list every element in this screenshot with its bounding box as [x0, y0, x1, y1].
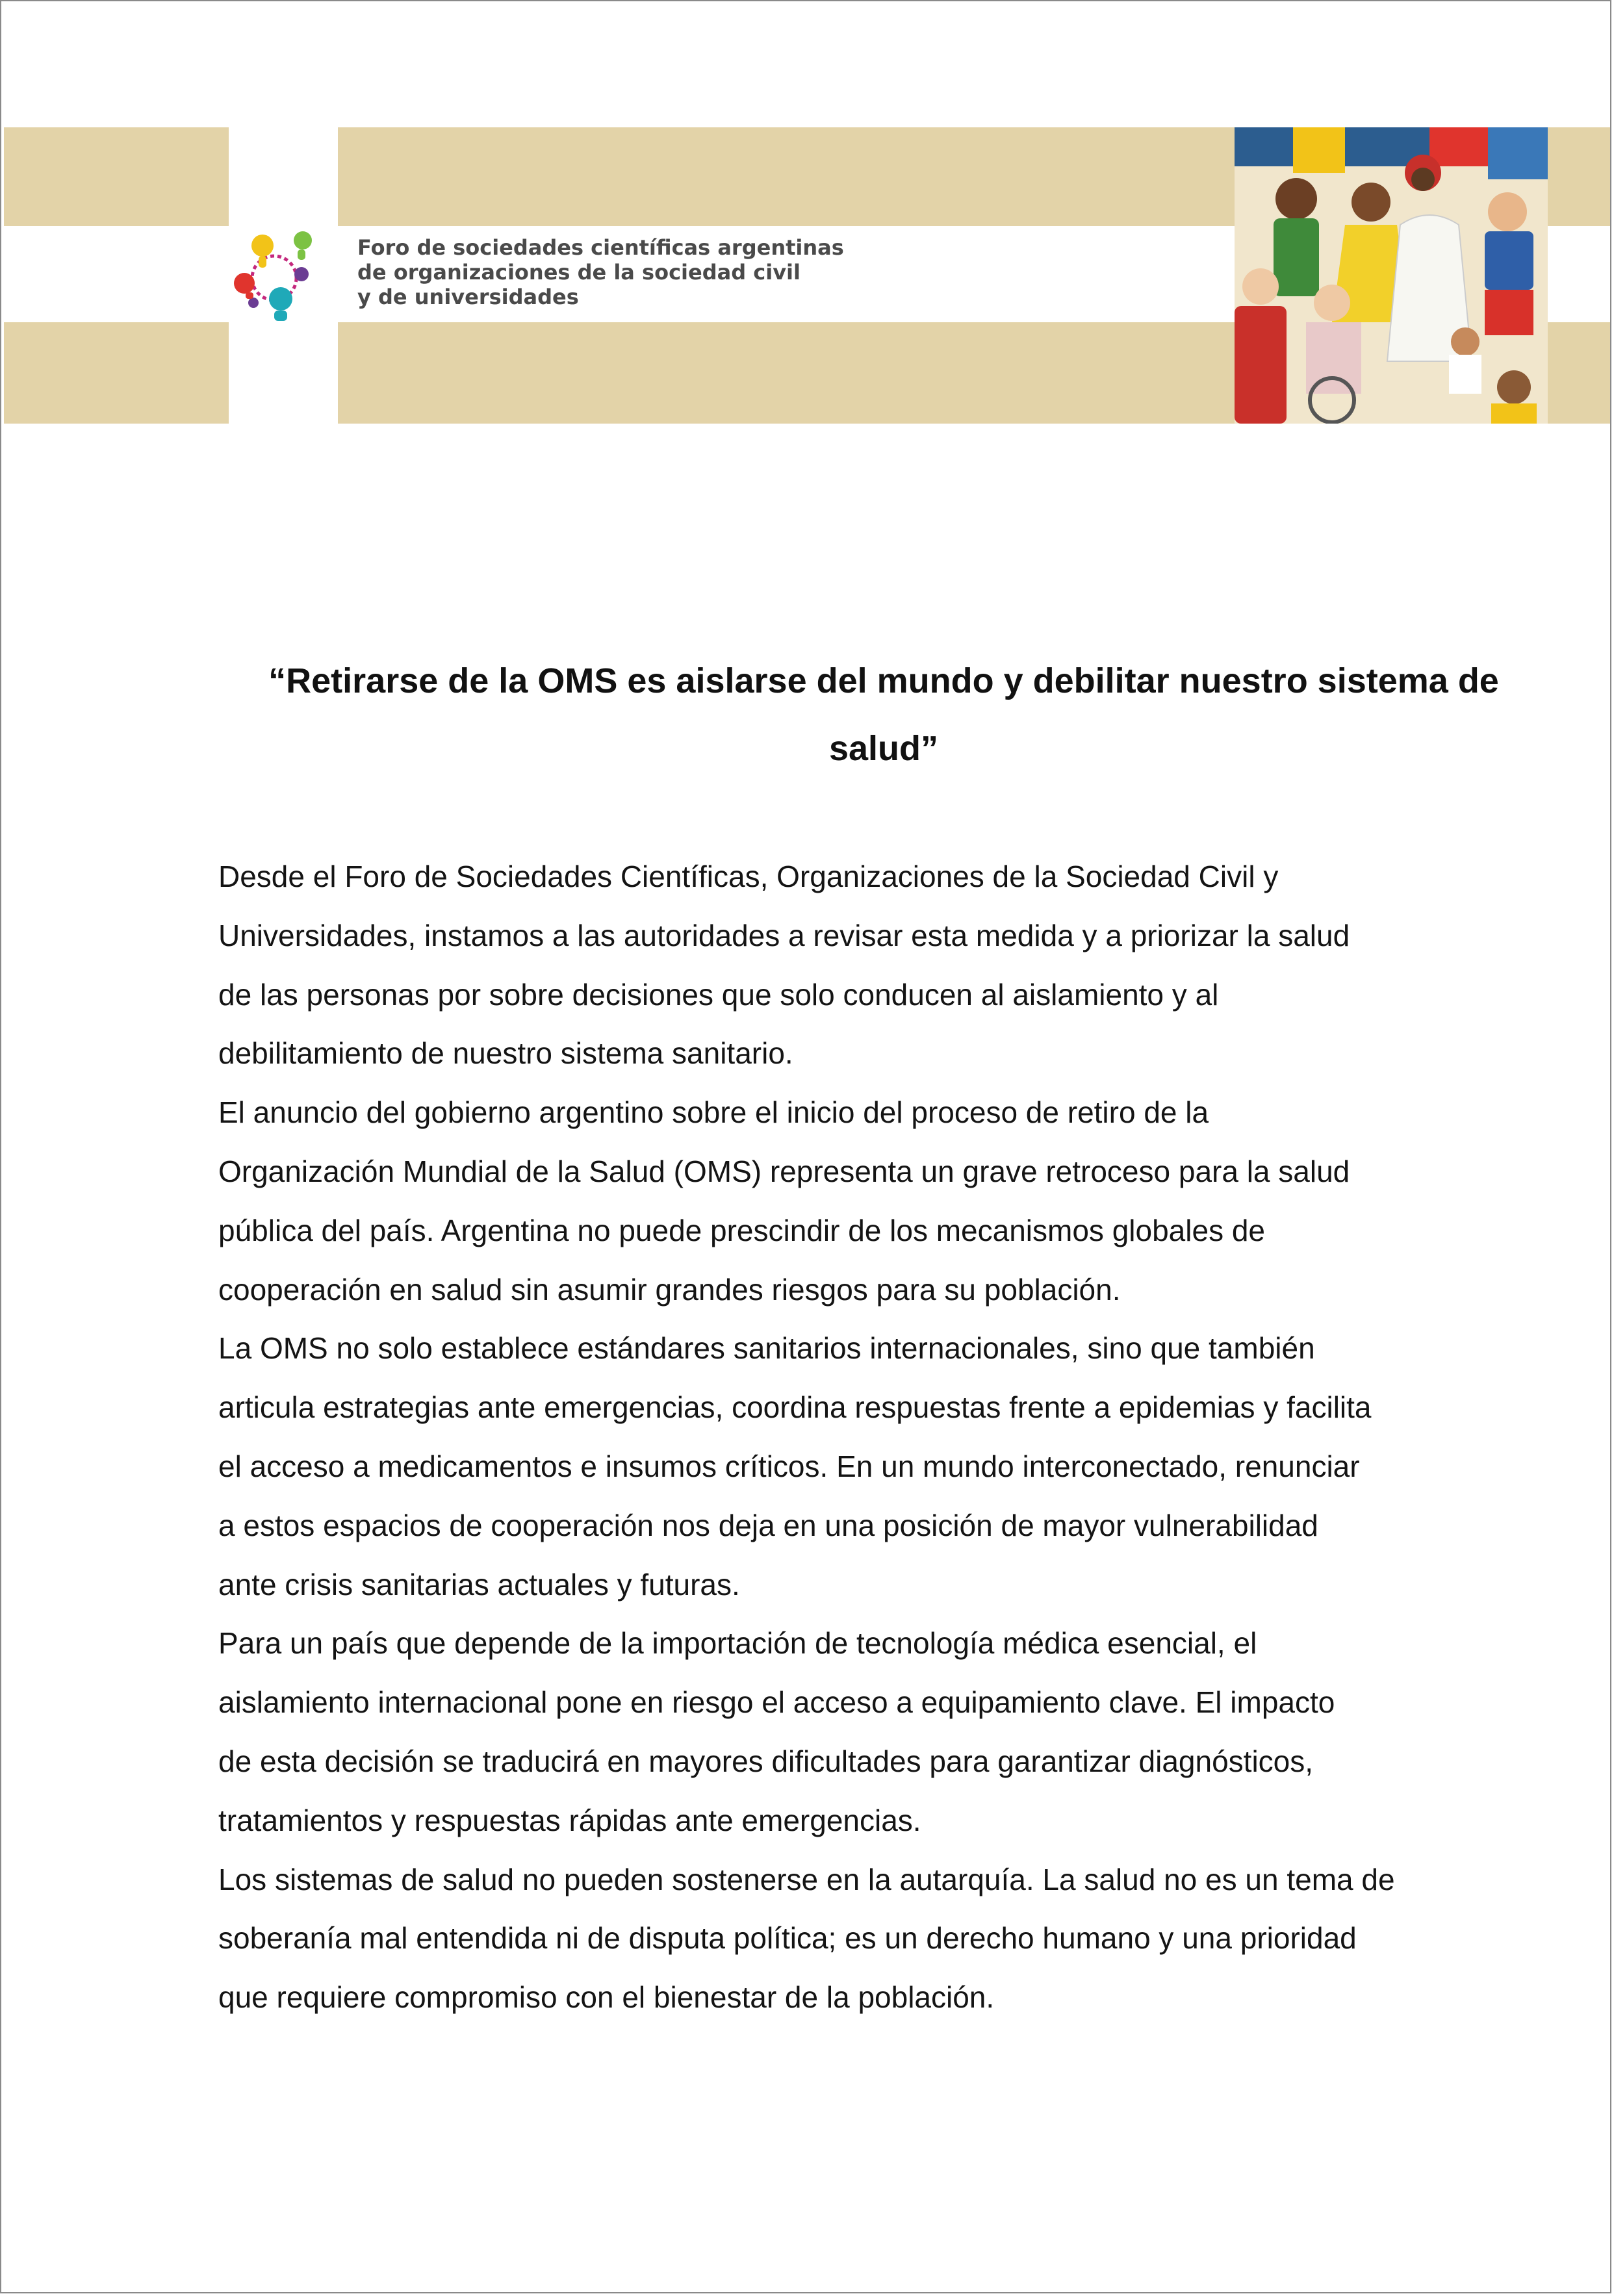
body-line: de las personas por sobre decisiones que solo conducen al aislamiento y al [218, 977, 1219, 1012]
body-line: El anuncio del gobierno argentino sobre el inicio del proceso de retiro de la [218, 1095, 1209, 1130]
org-name-line-3: y de universidades [357, 285, 579, 309]
body-line: articula estrategias ante emergencias, coordina respuestas frente a epidemias y facilita [218, 1390, 1372, 1425]
body-line: a estos espacios de cooperación nos deja en una posición de mayor vulnerabilidad [218, 1508, 1318, 1542]
organization-name [357, 235, 844, 309]
body-line: aislamiento internacional pone en riesgo el acceso a equipamiento clave. El impacto [218, 1685, 1335, 1720]
body-line: soberanía mal entendida ni de disputa política; es un derecho humano y una prioridad [218, 1921, 1357, 1956]
press-release-title [214, 647, 1553, 782]
title-line-2: salud” [828, 729, 939, 768]
body-line: pública del país. Argentina no puede prescindir de los mecanismos globales de [218, 1213, 1266, 1247]
body-line: La OMS no solo establece estándares sanitarios internacionales, sino que también [218, 1331, 1315, 1366]
org-name-line-1: Foro de sociedades científicas argentinas [357, 235, 844, 260]
body-line: Los sistemas de salud no pueden sostenerse en la autarquía. La salud no es un tema de [218, 1862, 1395, 1896]
body-line: tratamientos y respuestas rápidas ante emergencias. [218, 1803, 921, 1837]
body-line: cooperación en salud sin asumir grandes riesgos para su población. [218, 1272, 1121, 1307]
org-name-line-2: de organizaciones de la sociedad civil [357, 260, 801, 285]
people-circle-logo-icon [230, 223, 314, 327]
body-line: debilitamiento de nuestro sistema sanitario. [218, 1036, 793, 1071]
title-line-1: “Retirarse de la OMS es aislarse del mundo y debilitar nuestro sistema de [268, 661, 1499, 700]
press-release-body [218, 847, 1557, 2027]
body-line: ante crisis sanitarias actuales y futuras. [218, 1567, 740, 1601]
body-line: que requiere compromiso con el bienestar de la población. [218, 1980, 995, 2015]
body-line: Desde el Foro de Sociedades Científicas, Organizaciones de la Sociedad Civil y [218, 860, 1279, 893]
body-line: el acceso a medicamentos e insumos críticos. En un mundo interconectado, renunciar [218, 1449, 1360, 1483]
body-line: Universidades, instamos a las autoridades a revisar esta medida y a priorizar la salud [218, 918, 1350, 952]
body-line: de esta decisión se traducirá en mayores dificultades para garantizar diagnósticos, [218, 1744, 1314, 1778]
body-line: Organización Mundial de la Salud (OMS) representa un grave retroceso para la salud [218, 1154, 1350, 1188]
diverse-people-illustration [1235, 127, 1548, 424]
body-line: Para un país que depende de la importación de tecnología médica esencial, el [218, 1626, 1257, 1661]
